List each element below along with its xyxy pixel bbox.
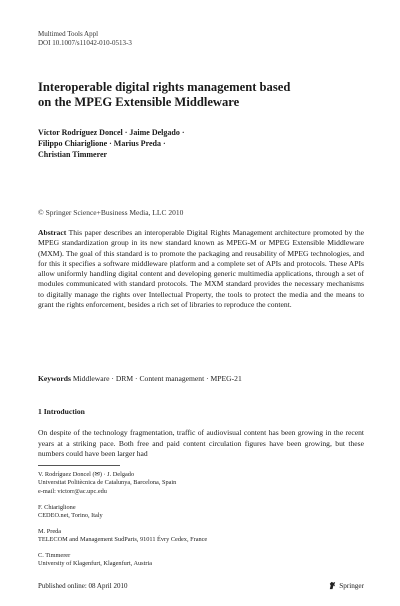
springer-horse-icon <box>328 581 337 590</box>
footnote-rule <box>38 465 120 466</box>
abstract <box>38 228 364 310</box>
affiliation-line: M. Preda <box>38 528 62 535</box>
title-line-2: on the MPEG Extensible Middleware <box>38 94 240 109</box>
published-date: Published online: 08 April 2010 <box>38 582 128 590</box>
keywords-label: Keywords <box>38 374 71 383</box>
affiliation-line: CEDEO.net, Torino, Italy <box>38 512 103 520</box>
affiliation-line: C. Timmerer <box>38 552 71 559</box>
publisher-name: Springer <box>339 581 364 590</box>
doi: DOI 10.1007/s11042-010-0513-3 <box>38 39 132 47</box>
keywords-text: Middleware · DRM · Content management · MPEG-21 <box>72 374 242 383</box>
abstract-label: Abstract <box>38 228 67 237</box>
affiliation-line: V. Rodríguez Doncel (✉) · J. Delgado <box>38 471 135 478</box>
paper-title <box>38 80 368 109</box>
affiliation-line: F. Chiariglione <box>38 504 76 511</box>
journal-header <box>38 30 132 48</box>
affiliation-block <box>38 528 368 545</box>
affiliation-block <box>38 471 368 496</box>
copyright-notice: © Springer Science+Business Media, LLC 2010 <box>38 208 184 217</box>
affiliation-block <box>38 504 368 521</box>
affiliation-block <box>38 552 368 569</box>
affiliation-line: TELECOM and Management SudParis, 91011 Évry Cedex, France <box>38 536 208 544</box>
authors-line-2: Filippo Chiariglione · Marius Preda · <box>38 139 166 148</box>
page-footer <box>38 582 364 590</box>
authors-line-1: Víctor Rodríguez Doncel · Jaime Delgado · <box>38 128 185 137</box>
intro-paragraph: On despite of the technology fragmentation, traffic of audiovisual content has been growing in the recent years at a striking pace. Both free and paid content circulation figures have been growing, but these numbers could have been larger had <box>38 428 364 458</box>
title-line-1: Interoperable digital rights management based <box>38 80 291 94</box>
abstract-text: This paper describes an interoperable Digital Rights Management architecture promoted by the MPEG standardization group in its new standard known as MPEG-M or MPEG Extensible Middleware (MXM). The goal of this standard is to promote the packaging and reusability of MPEG technologies, and for this it specifies a software middleware platform and a complete set of APIs and protocols. These APIs allow uniformly handling digital content and developing generic multimedia applications, through a set of modules communicated with standard protocols. The MXM standard provides the necessary mechanisms to digitally manage the rights over Intellectual Property, the tools to protect the media and the means to grant the rights enforcement, besides a rich set of libraries to reproduce the content. <box>38 228 364 310</box>
affiliation-email[interactable]: e-mail: victorr@ac.upc.edu <box>38 487 107 495</box>
authors <box>38 127 368 160</box>
affiliation-line: Universitat Politècnica de Catalunya, Barcelona, Spain <box>38 479 177 487</box>
affiliation-line: University of Klagenfurt, Klagenfurt, Austria <box>38 560 153 568</box>
publisher-logo <box>328 581 364 590</box>
section-heading: 1 Introduction <box>38 407 85 416</box>
keywords <box>38 374 368 383</box>
authors-line-3: Christian Timmerer <box>38 150 108 159</box>
journal-name: Multimed Tools Appl <box>38 30 99 38</box>
